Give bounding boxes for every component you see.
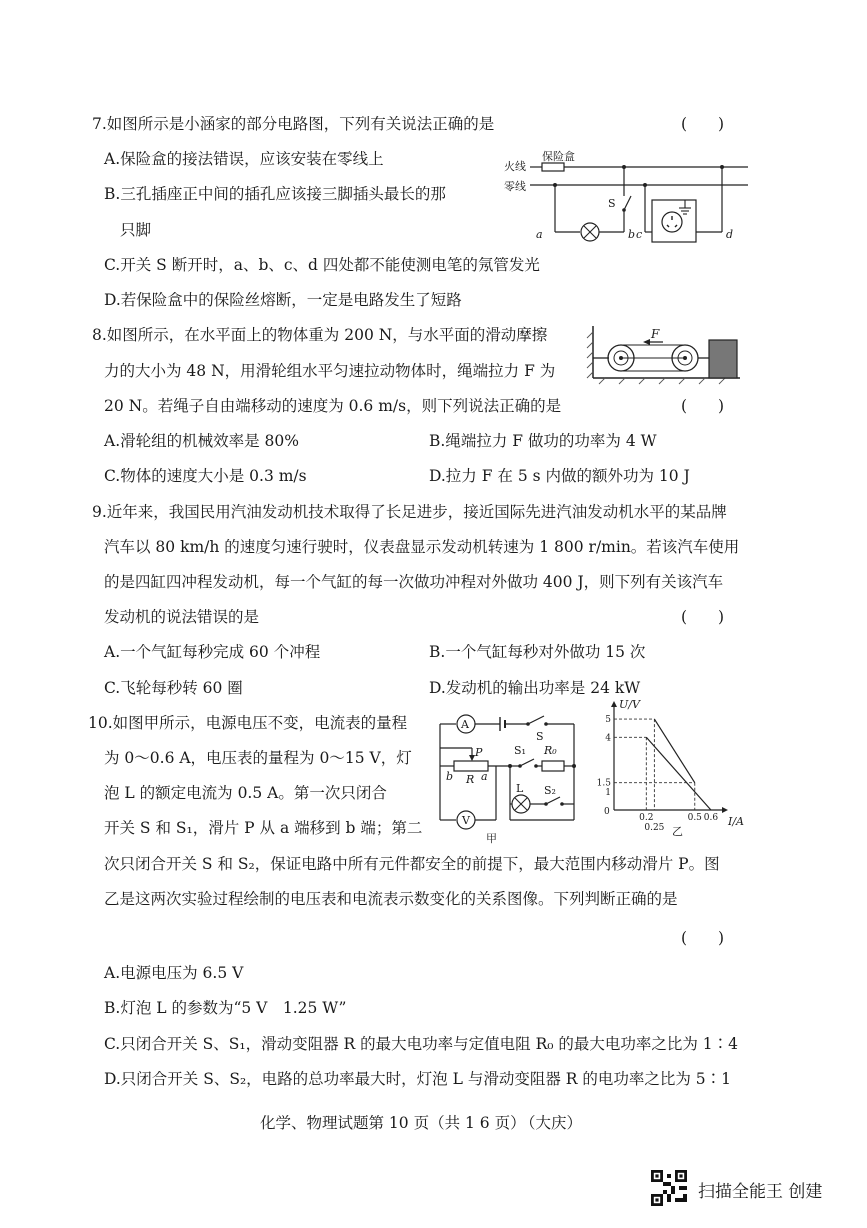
q9-option-a: A.一个气缸每秒完成 60 个冲程 [104, 643, 321, 661]
q10-option-c: C.只闭合开关 S、S₁，滑动变阻器 R 的最大电功率与定值电阻 R₀ 的最大电功率之比为 1∶4 [104, 1035, 739, 1053]
q10-rheostat-r-label: R [466, 773, 475, 786]
q7-option-a: A.保险盒的接法错误，应该安装在零线上 [104, 150, 384, 168]
q10-graph-y-tick: 1 [605, 787, 611, 798]
q7-point-c: c [636, 228, 643, 241]
q8-stem-line2: 力的大小为 48 N，用滑轮组水平匀速拉动物体时，绳端拉力 F 为 [104, 362, 556, 380]
q10-graph-origin-label: 0 [604, 807, 610, 817]
q9-stem-line2: 汽车以 80 km/h 的速度匀速行驶时，仪表盘显示发动机转速为 1 800 r/min。若该汽车使用 [104, 538, 740, 556]
q10-graph-x-axis-arrow [722, 807, 728, 813]
q7-option-d: D.若保险盒中的保险丝熔断，一定是电路发生了短路 [104, 291, 462, 309]
q8-answer-blank: ( ) [681, 397, 725, 415]
q9-option-b: B.一个气缸每秒对外做功 15 次 [429, 643, 646, 661]
q10-figure-jia-caption: 甲 [486, 832, 497, 845]
q7-live-wire-label: 火线 [504, 160, 526, 173]
q7-fuse-icon [542, 163, 564, 171]
q10-graph-series-line-2 [654, 719, 694, 783]
q10-option-b: B.灯泡 L 的参数为“5 V 1.25 W” [104, 999, 347, 1017]
q10-graph-y-axis-arrow [611, 701, 617, 707]
q7-point-a: a [536, 228, 543, 241]
q7-neutral-wire-label: 零线 [504, 180, 526, 193]
q10-graph-y-tick: 4 [605, 733, 611, 744]
q7-circuit-figure [500, 140, 760, 250]
q10-graph-x-tick: 0.5 [687, 813, 702, 823]
q8-stem-line1: 8.如图所示，在水平面上的物体重为 200 N，与水平面的滑动摩擦 [92, 326, 548, 344]
q10-graph-yi [596, 698, 746, 842]
q7-stem: 7.如图所示是小涵家的部分电路图，下列有关说法正确的是 [92, 115, 495, 133]
q10-end-b-label: b [446, 770, 454, 783]
qr-code-icon [651, 1170, 687, 1206]
q10-ammeter-label: A [461, 718, 469, 731]
q7-answer-blank: ( ) [681, 115, 725, 133]
q10-stem-line5: 次只闭合开关 S 和 S₂，保证电路中所有元件都安全的前提下，最大范围内移动滑片 P。图 [104, 855, 720, 873]
q10-graph-y-tick: 1.5 [596, 778, 611, 789]
page-footer: 化学、物理试题第 10 页（共 1 6 页） [260, 1114, 526, 1132]
q7-switch-label: S [608, 197, 616, 210]
q7-point-d: d [726, 228, 734, 241]
q10-end-a-label: a [481, 770, 488, 783]
q10-option-d: D.只闭合开关 S、S₂，电路的总功率最大时，灯泡 L 与滑动变阻器 R 的电功率之比为 5∶1 [104, 1070, 732, 1088]
q10-graph-x-tick: 0.6 [703, 813, 719, 823]
q10-graph-x-axis-label: I/A [728, 815, 744, 828]
q9-answer-blank: ( ) [681, 608, 725, 626]
q10-switch-s2-label: S₂ [544, 784, 556, 797]
q7-point-b: b [628, 228, 636, 241]
q10-graph-x-tick: 0.2 [639, 813, 654, 823]
q8-option-b: B.绳端拉力 F 做功的功率为 4 W [429, 432, 657, 450]
q8-option-c: C.物体的速度大小是 0.3 m/s [104, 467, 307, 485]
q9-option-c: C.飞轮每秒转 60 圈 [104, 679, 243, 697]
q7-fusebox-label: 保险盒 [542, 150, 575, 163]
q10-resistor-r0-icon [542, 761, 564, 771]
q10-switch-s2-icon [546, 797, 560, 804]
page-footer-region: （大庆） [520, 1114, 583, 1132]
q10-switch-s-icon [528, 716, 544, 724]
q10-answer-blank: ( ) [681, 929, 725, 947]
q7-option-b-line1: B.三孔插座正中间的插孔应该接三脚插头最长的那 [104, 185, 446, 203]
q10-stem-line2: 为 0～0.6 A，电压表的量程为 0～15 V，灯 [104, 749, 412, 767]
q10-resistor-r0-label: R₀ [544, 744, 557, 757]
q9-option-d: D.发动机的输出功率是 24 kW [429, 679, 641, 697]
q7-option-c: C.开关 S 断开时，a、b、c、d 四处都不能使测电笔的氖管发光 [104, 256, 540, 274]
q10-graph-series-line-1 [646, 737, 711, 810]
q7-option-b-line2: 只脚 [120, 221, 152, 239]
q7-switch-icon [624, 196, 631, 210]
q8-option-a: A.滑轮组的机械效率是 80% [104, 432, 299, 450]
q10-switch-s-label: S [536, 730, 544, 743]
q10-lamp-l-label: L [516, 782, 524, 795]
q9-stem-line1: 9.近年来，我国民用汽油发动机技术取得了长足进步，接近国际先进汽油发动机水平的某品牌 [92, 503, 727, 521]
q8-pulley-figure [585, 322, 745, 384]
q10-stem-line4: 开关 S 和 S₁，滑片 P 从 a 端移到 b 端；第二 [104, 819, 423, 837]
q10-circuit-figure-jia [432, 708, 592, 848]
q7-socket-icon [652, 200, 696, 242]
q10-switch-s1-label: S₁ [514, 744, 526, 757]
q8-option-d: D.拉力 F 在 5 s 内做的额外功为 10 J [429, 467, 690, 485]
q8-force-label: F [651, 327, 660, 341]
q8-stem-line3: 20 N。若绳子自由端移动的速度为 0.6 m/s，则下列说法正确的是 [104, 397, 562, 415]
q10-graph-y-axis-label: U/V [619, 698, 640, 711]
q10-graph-y-tick: 5 [605, 715, 611, 726]
scanner-watermark: 扫描全能王 创建 [698, 1182, 823, 1202]
q10-figure-yi-caption: 乙 [672, 825, 683, 838]
q10-stem-line6: 乙是这两次实验过程绘制的电压表和电流表示数变化的关系图像。下列判断正确的是 [104, 890, 678, 908]
q10-graph-x-tick: 0.25 [644, 823, 665, 833]
q8-block [709, 340, 737, 378]
q10-stem-line3: 泡 L 的额定电流为 0.5 A。第一次只闭合 [104, 784, 387, 802]
q9-stem-line3: 的是四缸四冲程发动机，每一个气缸的每一次做功冲程对外做功 400 J，则下列有关该汽车 [104, 573, 724, 591]
q10-stem-line1: 10.如图甲所示，电源电压不变，电流表的量程 [88, 714, 408, 732]
q10-option-a: A.电源电压为 6.5 V [104, 964, 244, 982]
q10-voltmeter-label: V [462, 814, 470, 827]
q10-slider-p-label: P [475, 746, 483, 759]
q9-stem-line4: 发动机的说法错误的是 [104, 608, 260, 626]
q10-switch-s1-icon [520, 759, 534, 766]
